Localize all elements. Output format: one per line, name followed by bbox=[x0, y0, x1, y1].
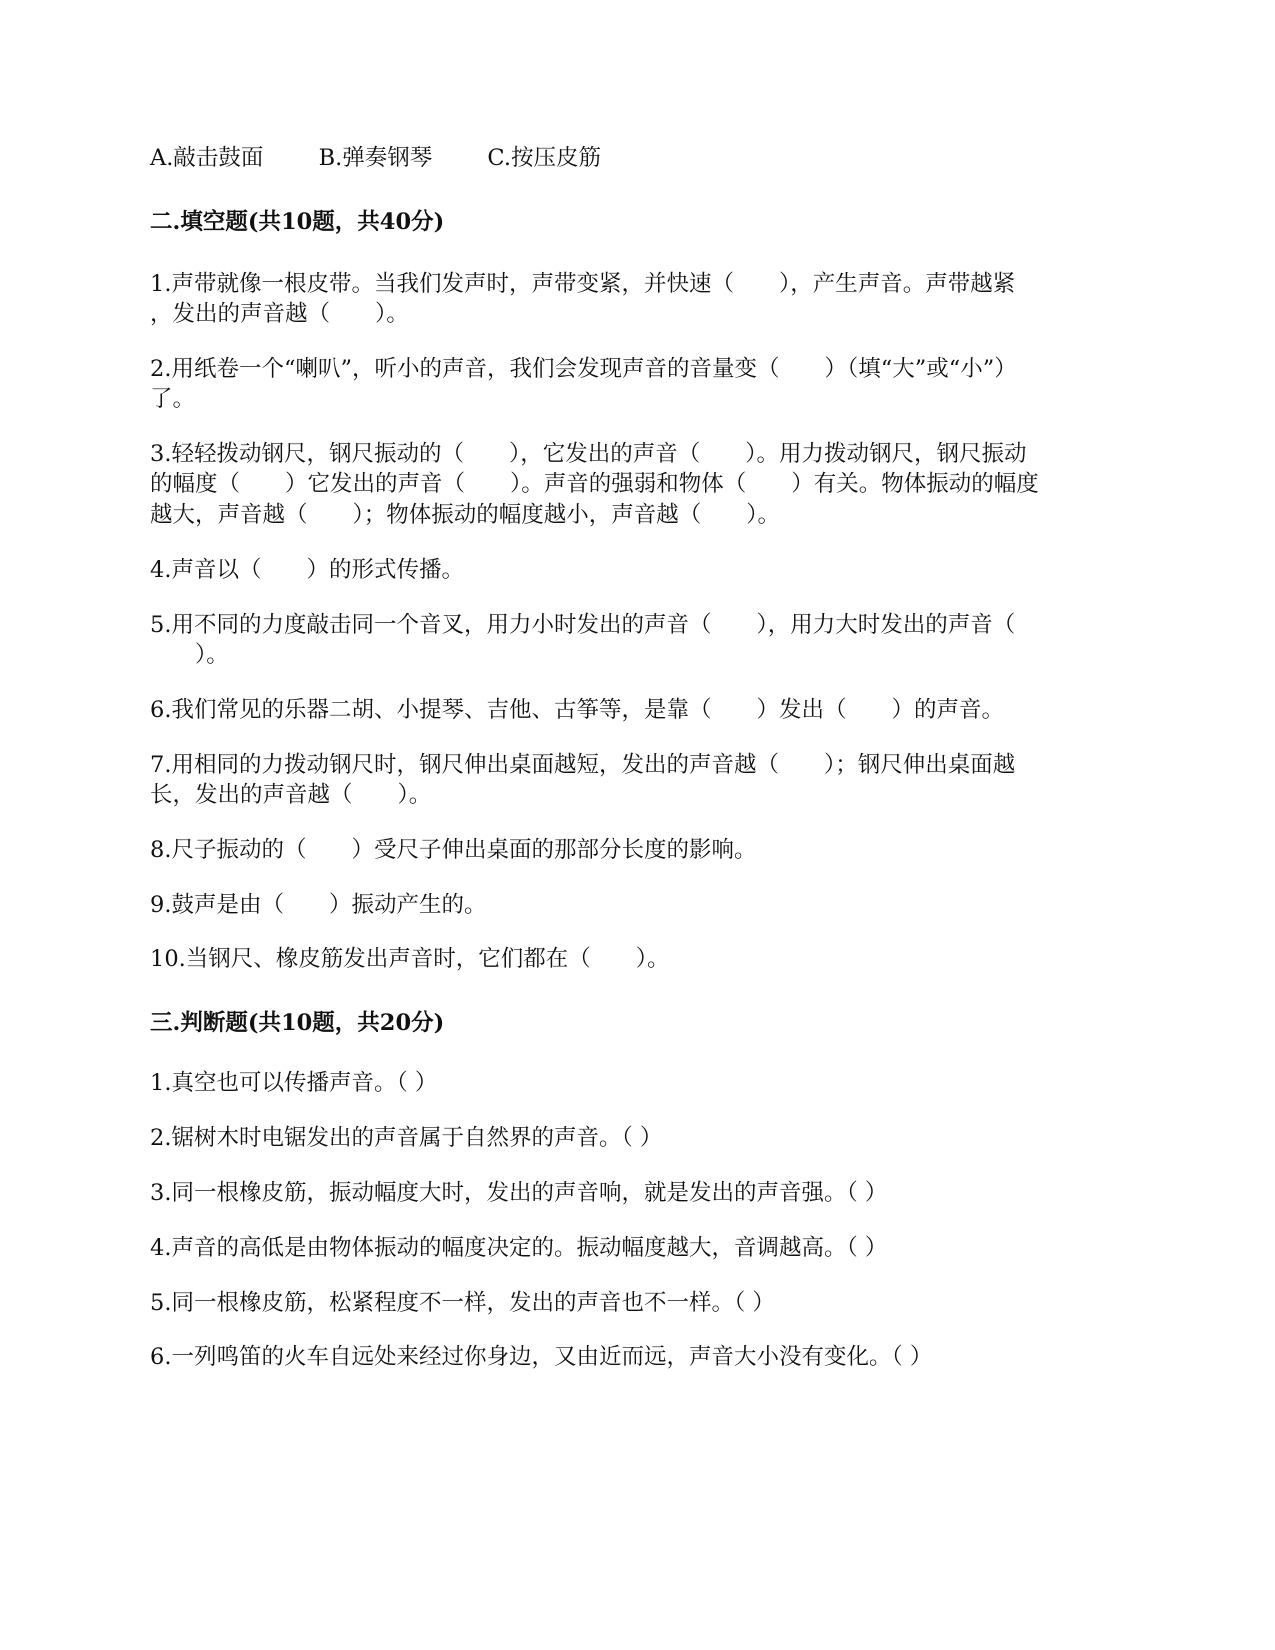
section-2-title: 二.填空题(共10题，共40分) bbox=[150, 209, 445, 235]
previous-question-options bbox=[150, 143, 649, 173]
judge-q6: 6.一列鸣笛的火车自远处来经过你身边，又由近而远，声音大小没有变化。（ ） bbox=[150, 1344, 933, 1370]
fill-q8: 8.尺子振动的（ ）受尺子伸出桌面的那部分长度的影响。 bbox=[150, 837, 757, 863]
option-b: B.弹奏钢琴 bbox=[318, 145, 433, 171]
fill-q3-line1: 3.轻轻拨动钢尺，钢尺振动的（ ），它发出的声音（ ）。用力拨动钢尺，钢尺振动 bbox=[150, 441, 1027, 467]
fill-q7-line2: 长，发出的声音越（ ）。 bbox=[150, 782, 432, 808]
fill-q5-line2: ）。 bbox=[150, 642, 229, 668]
fill-q1-line2: ，发出的声音越（ ）。 bbox=[150, 301, 409, 327]
fill-q7-line1: 7.用相同的力拨动钢尺时，钢尺伸出桌面越短，发出的声音越（ ）；钢尺伸出桌面越 bbox=[150, 752, 1016, 778]
fill-q3-line3: 越大，声音越（ ）；物体振动的幅度越小，声音越（ ）。 bbox=[150, 502, 781, 528]
fill-q1-line1: 1.声带就像一根皮带。当我们发声时，声带变紧，并快速（ ），产生声音。声带越紧 bbox=[150, 271, 1016, 297]
judge-q2: 2.锯树木时电锯发出的声音属于自然界的声音。（ ） bbox=[150, 1125, 663, 1151]
option-c: C.按压皮筋 bbox=[487, 145, 601, 171]
fill-q6: 6.我们常见的乐器二胡、小提琴、吉他、古筝等，是靠（ ）发出（ ）的声音。 bbox=[150, 697, 1004, 723]
section-3-title: 三.判断题(共10题，共20分) bbox=[150, 1010, 445, 1036]
fill-q5-line1: 5.用不同的力度敲击同一个音叉，用力小时发出的声音（ ），用力大时发出的声音（ bbox=[150, 612, 1016, 638]
fill-q3-line2: 的幅度（ ）它发出的声音（ ）。声音的强弱和物体（ ）有关。物体振动的幅度 bbox=[150, 471, 1039, 497]
judge-q1: 1.真空也可以传播声音。（ ） bbox=[150, 1070, 438, 1096]
option-a: A.敲击鼓面 bbox=[150, 145, 264, 171]
judge-q4: 4.声音的高低是由物体振动的幅度决定的。振动幅度越大，音调越高。（ ） bbox=[150, 1235, 888, 1261]
fill-q2-line2: 了。 bbox=[150, 386, 196, 412]
judge-q5: 5.同一根橡皮筋，松紧程度不一样，发出的声音也不一样。（ ） bbox=[150, 1290, 775, 1316]
judge-q3: 3.同一根橡皮筋，振动幅度大时，发出的声音响，就是发出的声音强。（ ） bbox=[150, 1180, 888, 1206]
fill-q9: 9.鼓声是由（ ）振动产生的。 bbox=[150, 892, 487, 918]
fill-q4: 4.声音以（ ）的形式传播。 bbox=[150, 557, 464, 583]
fill-q2-line1: 2.用纸卷一个“喇叭”，听小的声音，我们会发现声音的音量变（ ）（填“大”或“小”） bbox=[150, 356, 1017, 382]
fill-q10: 10.当钢尺、橡皮筋发出声音时，它们都在（ ）。 bbox=[150, 946, 670, 972]
